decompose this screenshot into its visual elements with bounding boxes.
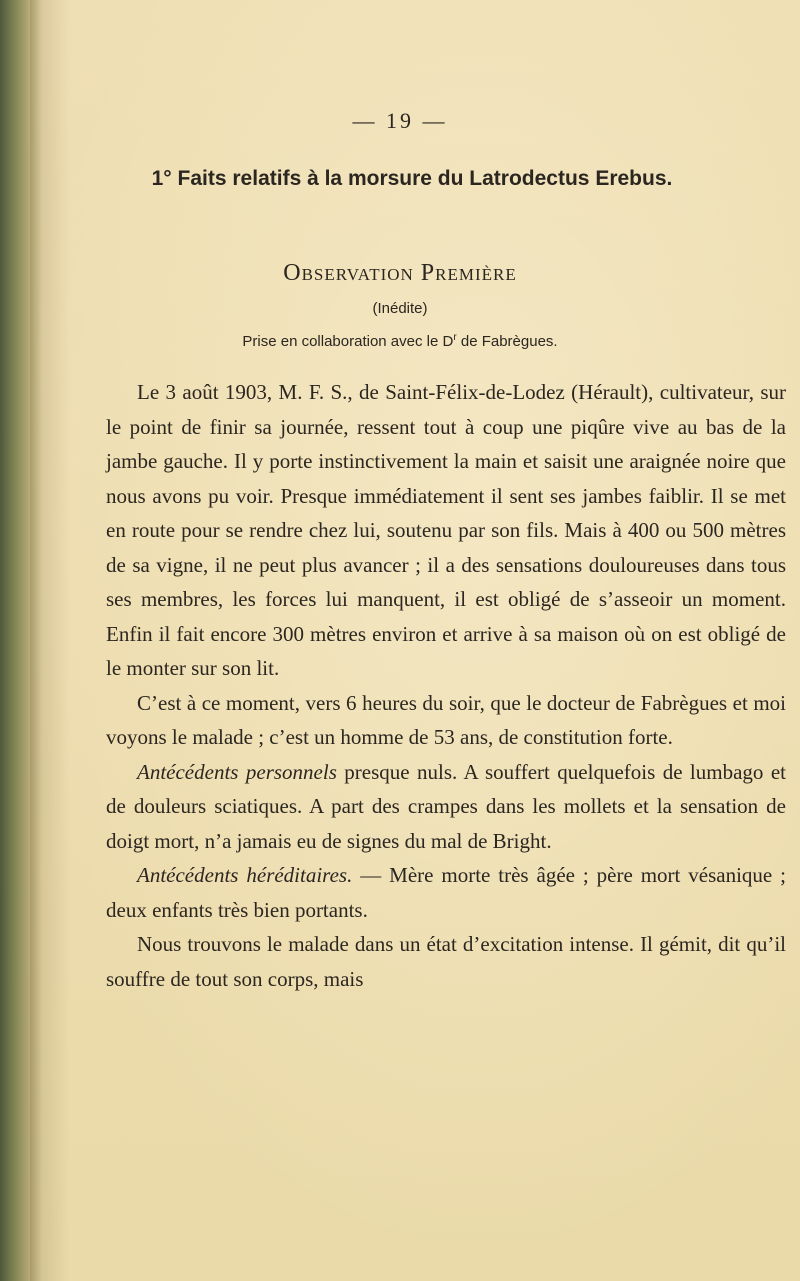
collaboration-suffix: de Fabrègues. bbox=[456, 333, 558, 350]
body-text bbox=[106, 375, 786, 996]
paragraph-5: Nous trouvons le malade dans un état d’excitation intense. Il gémit, dit qu’il souffre de tout son corps, mais bbox=[106, 932, 786, 991]
paragraph-4 bbox=[106, 858, 786, 927]
section-title: 1° Faits relatifs à la morsure du Latrodectus Erebus. bbox=[151, 167, 673, 190]
observation-note: (Inédite) bbox=[372, 300, 428, 317]
collaboration-line bbox=[0, 332, 800, 350]
paragraph-1: Le 3 août 1903, M. F. S., de Saint-Félix-de-Lodez (Hérault), cultivateur, sur le point de finir sa journée, ressent tout à coup une piqûre vive au bas de la jambe gauche. Il y porte instinctivement la main et saisit une araignée noire que nous avons pu voir. Presque immédiatement il sent ses jambes faiblir. Il se met en route pour se rendre chez lui, soutenu par son fils. Mais à 400 ou 500 mètres de sa vigne, il ne peut plus avancer ; il a des sensations douloureuses dans tous ses membres, les forces lui manquent, il est obligé de s’asseoir un moment. Enfin il fait encore 300 mètres environ et arrive à sa maison où on est obligé de le monter sur son lit. bbox=[106, 380, 786, 680]
paragraph-3 bbox=[106, 755, 786, 859]
page-shadow bbox=[30, 0, 70, 1281]
collaboration-prefix: Prise en collaboration avec le D bbox=[242, 333, 454, 350]
observation-title: Observation Première bbox=[283, 260, 517, 286]
collaboration-superscript: r bbox=[453, 332, 457, 343]
antecedents-hereditaires-text: — Mère morte très âgée ; père mort vésanique ; deux enfants très bien portants. bbox=[106, 863, 786, 922]
antecedents-personnels-text: presque nuls. A souffert quelquefois de lumbago et de douleurs sciatiques. A part des crampes dans les mollets et la sensation de doigt mort, n’a jamais eu de signes du mal de Bright. bbox=[106, 759, 786, 853]
page-number: — 19 — bbox=[352, 108, 448, 133]
antecedents-personnels-label: Antécédents personnels bbox=[137, 759, 337, 784]
antecedents-hereditaires-label: Antécédents héréditaires. bbox=[137, 863, 353, 887]
paragraph-2: C’est à ce moment, vers 6 heures du soir, que le docteur de Fabrègues et moi voyons le malade ; c’est un homme de 53 ans, de constitution forte. bbox=[106, 690, 786, 749]
